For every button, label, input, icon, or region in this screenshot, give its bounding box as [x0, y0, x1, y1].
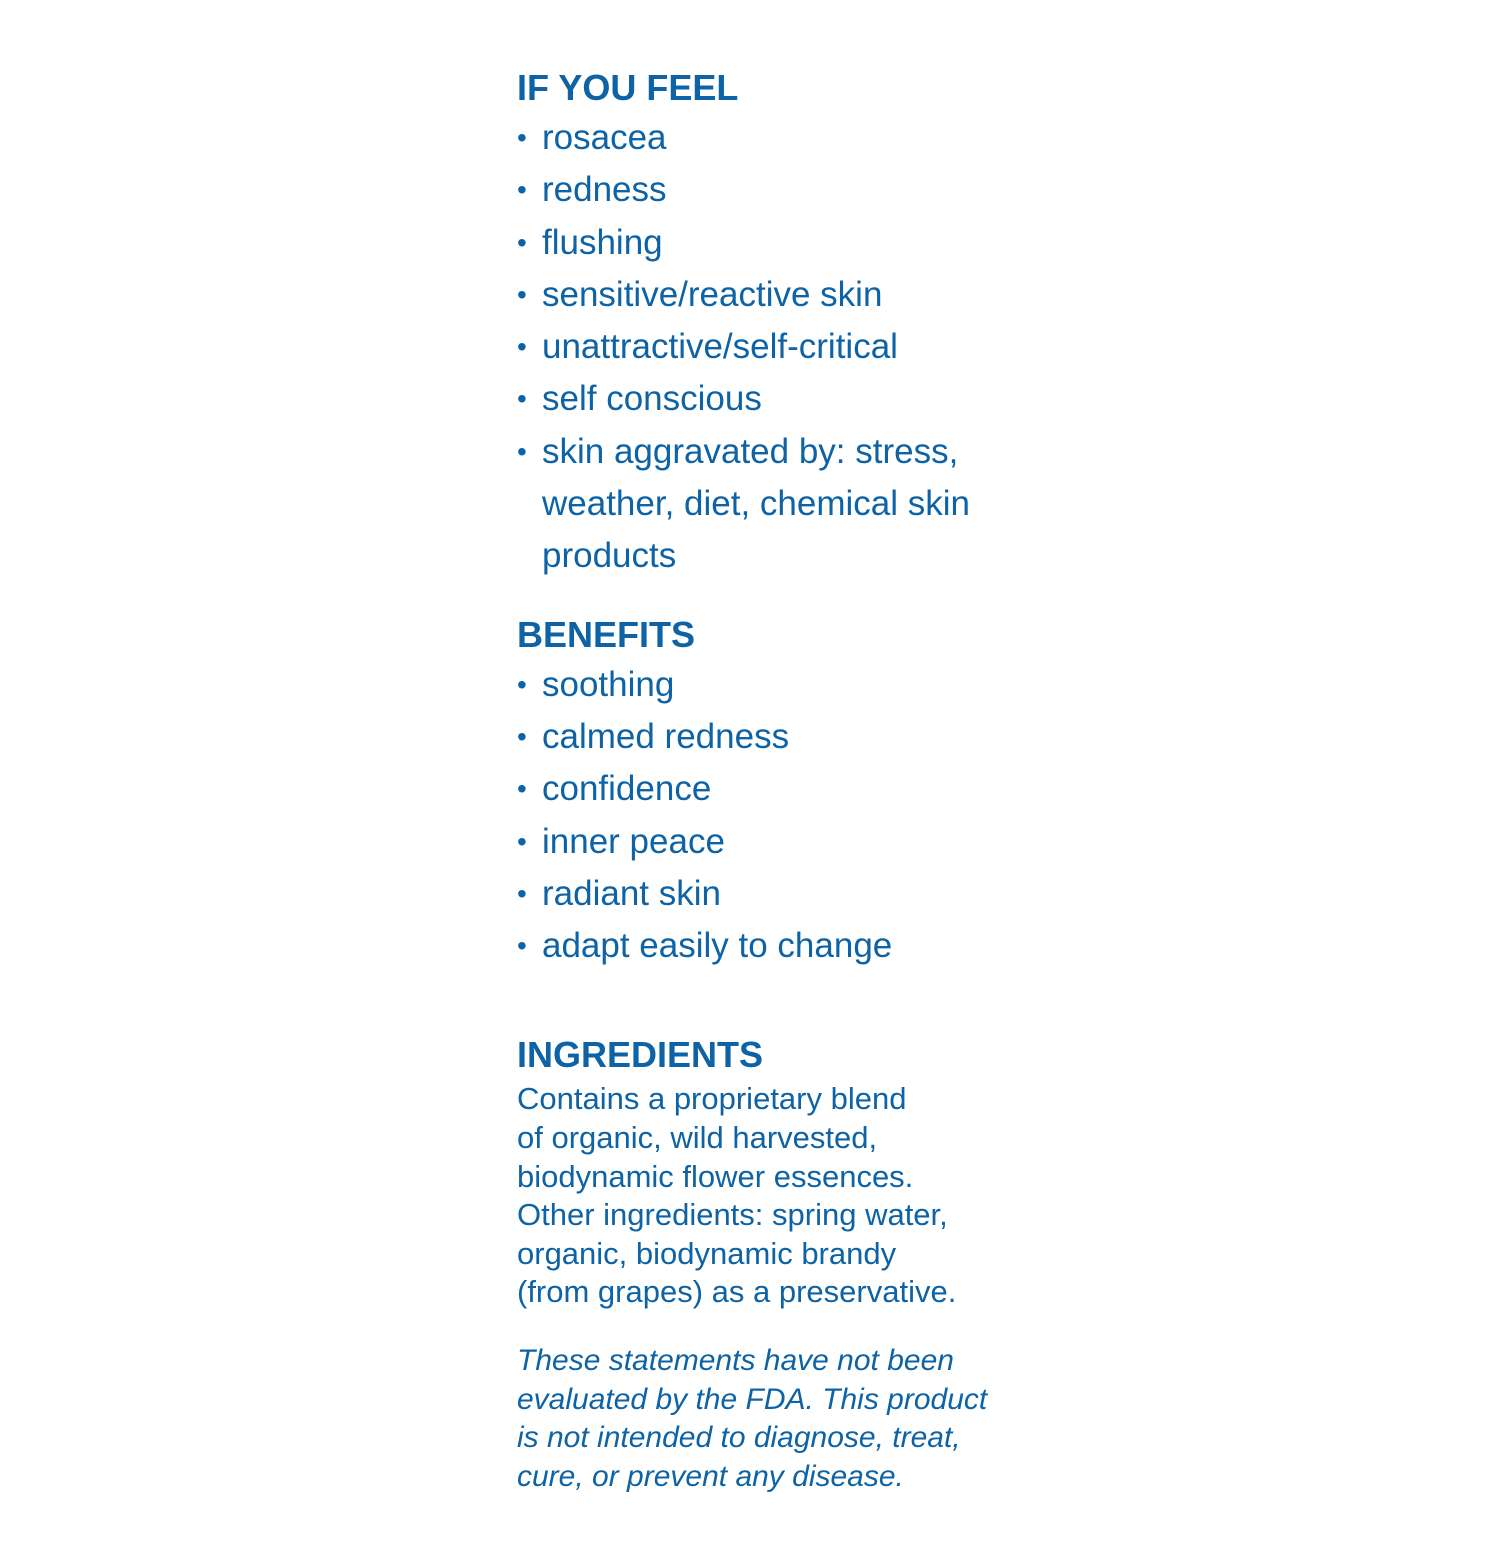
ingredients-line: Other ingredients: spring water, — [517, 1197, 948, 1233]
benefits-heading: BENEFITS — [517, 613, 696, 655]
benefit-item: • radiant skin — [517, 868, 1017, 920]
feel-item: • rosacea — [517, 112, 1017, 164]
product-info-panel — [517, 62, 1017, 1496]
feel-item: • sensitive/reactive skin — [517, 269, 1017, 321]
disclaimer-line: is not intended to diagnose, treat, — [517, 1421, 961, 1455]
feel-item: • skin aggravated by: stress, weather, diet, chemical skin products — [517, 426, 972, 583]
disclaimer-line: evaluated by the FDA. This product — [517, 1382, 988, 1416]
disclaimer-line: cure, or prevent any disease. — [517, 1459, 904, 1493]
feel-item: • redness — [517, 164, 1017, 216]
ingredients-text — [517, 1080, 1017, 1312]
ingredients-line: of organic, wild harvested, — [517, 1120, 878, 1156]
ingredients-line: (from grapes) as a preservative. — [517, 1274, 957, 1310]
fda-disclaimer — [517, 1342, 1017, 1496]
feel-list — [517, 112, 1017, 583]
benefit-item: • inner peace — [517, 816, 1017, 868]
benefits-section — [517, 609, 1017, 973]
benefit-item: • confidence — [517, 763, 1017, 815]
ingredients-section — [517, 1030, 1017, 1312]
ingredients-line: biodynamic flower essences. — [517, 1158, 914, 1194]
ingredients-heading: INGREDIENTS — [517, 1034, 764, 1076]
feel-item: • flushing — [517, 217, 1017, 269]
feel-item: • unattractive/self-critical — [517, 321, 1017, 373]
benefits-list — [517, 659, 1017, 973]
disclaimer-line: These statements have not been — [517, 1344, 954, 1378]
benefit-item: • soothing — [517, 659, 1017, 711]
ingredients-line: Contains a proprietary blend — [517, 1081, 907, 1117]
feel-heading: IF YOU FEEL — [517, 67, 739, 108]
disclaimer-section — [517, 1342, 1017, 1496]
feel-item: • self conscious — [517, 373, 1017, 425]
benefit-item: • calmed redness — [517, 711, 1017, 763]
ingredients-line: organic, biodynamic brandy — [517, 1235, 897, 1271]
feel-section — [517, 62, 1017, 583]
benefit-item: • adapt easily to change — [517, 920, 1017, 972]
